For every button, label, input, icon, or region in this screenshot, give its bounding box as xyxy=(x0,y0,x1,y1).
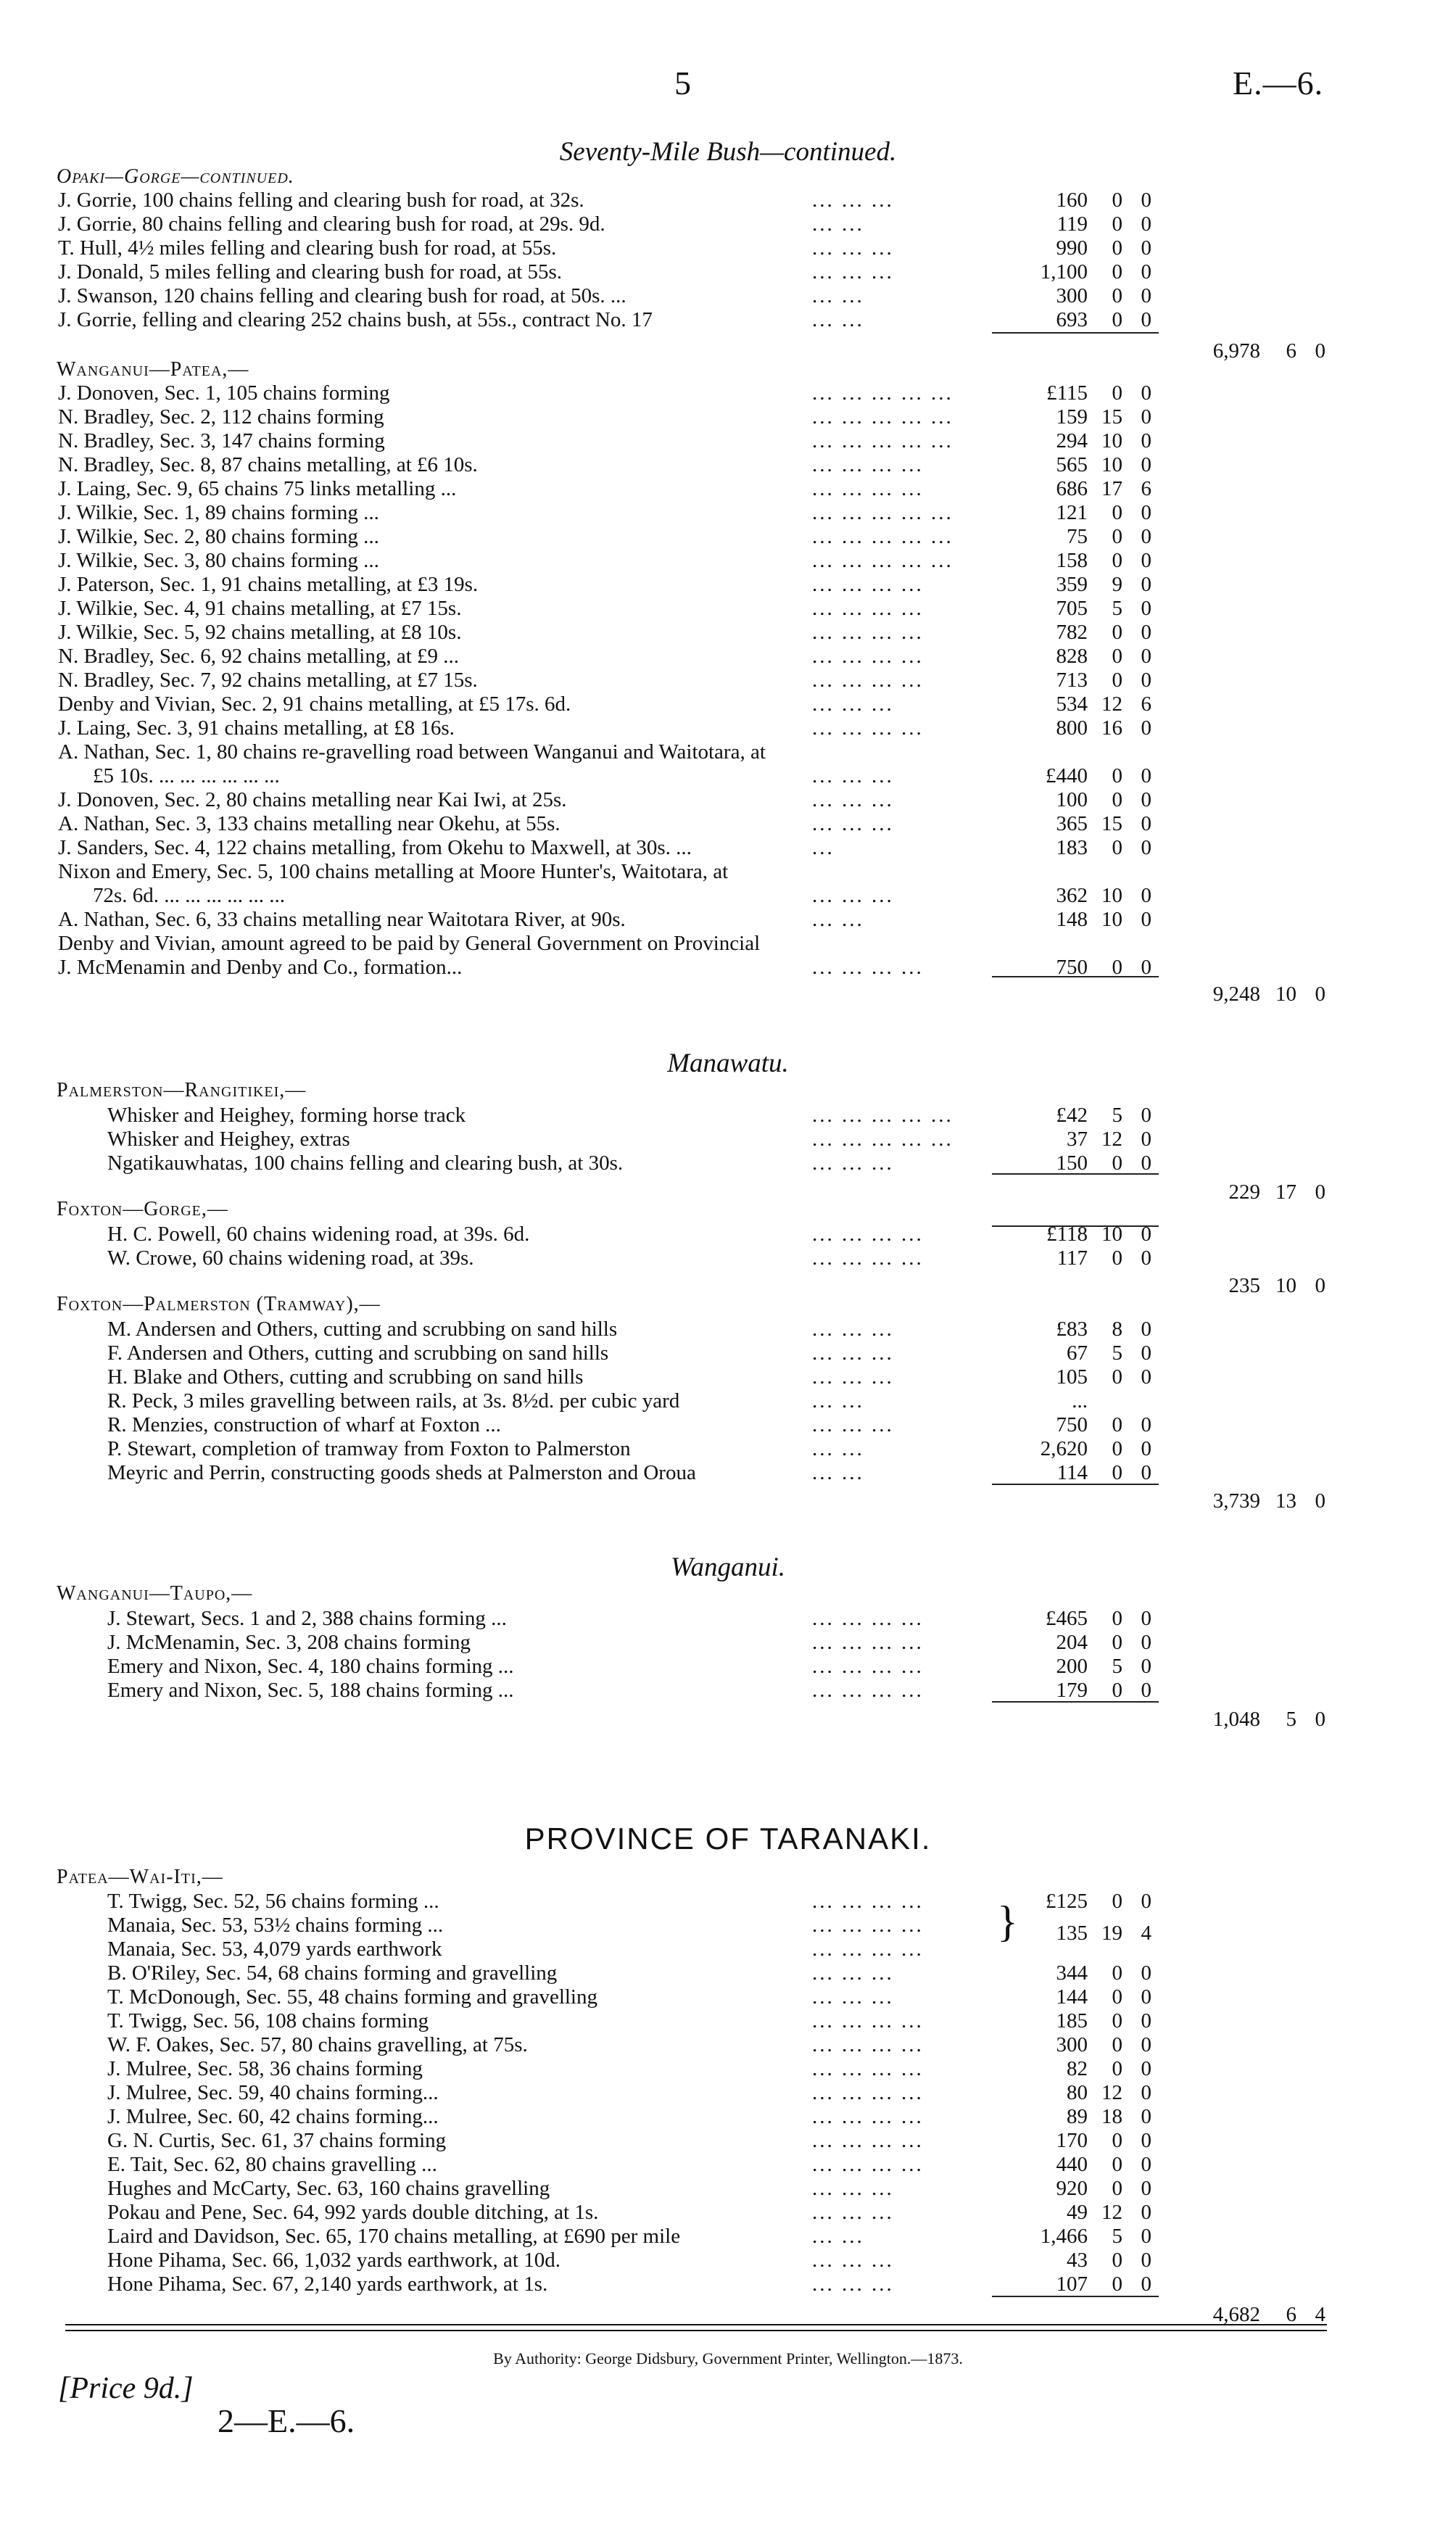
leader-dots: ... ... ... ... xyxy=(812,573,924,596)
entry-amount: 179 0 0 xyxy=(1056,1679,1151,1702)
subtotal-rule xyxy=(992,1484,1159,1485)
entry-amount: 43 0 0 xyxy=(1067,2249,1151,2272)
entry-description: J. Mulree, Sec. 60, 42 chains forming... xyxy=(107,2105,439,2128)
entry-amount: £118 10 0 xyxy=(1046,1223,1151,1246)
entry-description: J. McMenamin, Sec. 3, 208 chains forming xyxy=(107,1631,471,1654)
entry-description: J. Donoven, Sec. 2, 80 chains metalling near Kai Iwi, at 25s. xyxy=(58,788,567,811)
table-row xyxy=(0,1961,1456,1985)
entry-amount xyxy=(986,740,1151,764)
entry-amount: 920 0 0 xyxy=(1056,2177,1151,2200)
entry-description: R. Peck, 3 miles gravelling between rails, at 3s. 8½d. per cubic yard xyxy=(107,1389,680,1413)
entry-amount: 200 5 0 xyxy=(1056,1655,1151,1678)
entry-description: J. Wilkie, Sec. 3, 80 chains forming ... xyxy=(58,549,379,572)
table-row xyxy=(0,236,1456,260)
entry-description: J. Donoven, Sec. 1, 105 chains forming xyxy=(58,381,390,405)
entry-amount: £115 0 0 xyxy=(1046,381,1151,405)
table-row xyxy=(0,1413,1456,1437)
entry-amount: 185 0 0 xyxy=(1056,2009,1151,2032)
entry-amount: 300 0 0 xyxy=(1056,2033,1151,2056)
entry-amount: 183 0 0 xyxy=(1056,836,1151,859)
section-total: 1,048 5 0 xyxy=(1212,1708,1325,1731)
entry-amount: 67 5 0 xyxy=(1067,1341,1151,1365)
entry-description: A. Nathan, Sec. 1, 80 chains re-gravelling road between Wanganui and Waitotara, at xyxy=(58,740,766,764)
entry-amount: 365 15 0 xyxy=(1056,812,1151,835)
table-row xyxy=(0,1631,1456,1655)
table-row xyxy=(0,405,1456,429)
entry-description: T. McDonough, Sec. 55, 48 chains forming and gravelling xyxy=(107,1985,597,2009)
entry-description: B. O'Riley, Sec. 54, 68 chains forming and gravelling xyxy=(107,1961,558,1985)
printer-imprint: By Authority: George Didsbury, Government Printer, Wellington.—1873. xyxy=(493,2349,963,2367)
entry-description: Manaia, Sec. 53, 4,079 yards earthwork xyxy=(107,1938,442,1961)
entry-description: Denby and Vivian, amount agreed to be paid by General Government on Provincial xyxy=(58,932,761,955)
table-row xyxy=(0,1461,1456,1485)
entry-amount: 440 0 0 xyxy=(1056,2153,1151,2176)
table-row xyxy=(0,2225,1456,2249)
table-row xyxy=(0,645,1456,669)
leader-dots: ... ... ... xyxy=(812,692,894,716)
group-foxton-palmerston: Foxton—Palmerston (Tramway),— xyxy=(57,1293,381,1315)
leader-dots: ... ... ... ... ... xyxy=(812,525,954,548)
entry-amount: 2,620 0 0 xyxy=(1040,1437,1151,1460)
leader-dots: ... ... ... ... xyxy=(812,1890,924,1913)
entry-amount: 713 0 0 xyxy=(1056,669,1151,692)
leader-dots: ... ... ... xyxy=(812,2273,894,2296)
leader-dots: ... ... ... xyxy=(812,764,894,787)
entry-description: G. N. Curtis, Sec. 61, 37 chains forming xyxy=(107,2129,447,2152)
entry-description: T. Twigg, Sec. 56, 108 chains forming xyxy=(107,2009,429,2032)
leader-dots: ... ... ... xyxy=(812,1318,894,1341)
brace-symbol: } xyxy=(997,1898,1018,1945)
table-row xyxy=(0,1341,1456,1365)
table-row xyxy=(0,860,1456,884)
entry-description: £5 10s. ... ... ... ... ... ... xyxy=(93,764,280,787)
manaia-combined-amount: 135 19 4 xyxy=(1056,1922,1151,1945)
entry-amount: £42 5 0 xyxy=(1056,1104,1151,1127)
table-row xyxy=(0,2129,1456,2153)
entry-amount: 121 0 0 xyxy=(1056,501,1151,524)
entry-description: Denby and Vivian, Sec. 2, 91 chains metalling, at £5 17s. 6d. xyxy=(58,692,571,716)
entry-amount: 204 0 0 xyxy=(1056,1631,1151,1654)
entry-description: N. Bradley, Sec. 8, 87 chains metalling, at £6 10s. xyxy=(58,453,478,476)
table-row xyxy=(0,884,1456,908)
entry-amount: 362 10 0 xyxy=(1056,884,1151,907)
table-row xyxy=(0,2249,1456,2273)
table-row xyxy=(0,2009,1456,2033)
table-row xyxy=(0,573,1456,597)
entry-description: J. Donald, 5 miles felling and clearing bush for road, at 55s. xyxy=(58,260,563,284)
entry-description: R. Menzies, construction of wharf at Foxton ... xyxy=(107,1413,501,1436)
entry-amount: 107 0 0 xyxy=(1056,2273,1151,2296)
entry-description: J. Mulree, Sec. 58, 36 chains forming xyxy=(107,2057,423,2080)
entry-amount: 300 0 0 xyxy=(1056,284,1151,307)
table-row xyxy=(0,260,1456,284)
table-row xyxy=(0,212,1456,236)
leader-dots: ... ... ... ... xyxy=(812,716,924,740)
entry-amount: £440 0 0 xyxy=(1046,764,1151,787)
entry-amount: 159 15 0 xyxy=(1056,405,1151,429)
entry-amount: 117 0 0 xyxy=(1056,1246,1151,1270)
table-row xyxy=(0,2153,1456,2177)
entry-description: W. Crowe, 60 chains widening road, at 39s. xyxy=(107,1246,474,1270)
table-row xyxy=(0,1128,1456,1151)
document-code: E.—6. xyxy=(1233,65,1324,102)
leader-dots: ... ... ... ... ... xyxy=(812,549,954,572)
table-row xyxy=(0,2081,1456,2105)
entry-amount: 686 17 6 xyxy=(1056,477,1151,500)
leader-dots: ... ... ... ... xyxy=(812,2009,924,2032)
entry-amount: 565 10 0 xyxy=(1056,453,1151,476)
table-row xyxy=(0,597,1456,621)
section-heading-wanganui: Wanganui. xyxy=(671,1552,785,1582)
entry-amount: 80 12 0 xyxy=(1067,2081,1151,2104)
entry-amount: 89 18 0 xyxy=(1067,2105,1151,2128)
entry-description: N. Bradley, Sec. 6, 92 chains metalling, at £9 ... xyxy=(58,645,460,668)
table-row xyxy=(0,812,1456,836)
leader-dots: ... ... ... ... xyxy=(812,2033,924,2056)
table-row xyxy=(0,2033,1456,2057)
entry-description: J. Wilkie, Sec. 1, 89 chains forming ... xyxy=(58,501,379,524)
entry-description: J. Wilkie, Sec. 4, 91 chains metalling, at £7 15s. xyxy=(58,597,462,620)
leader-dots: ... ... ... ... xyxy=(812,2129,924,2152)
table-row xyxy=(0,477,1456,501)
table-row xyxy=(0,956,1456,980)
leader-dots: ... ... ... ... xyxy=(812,1655,924,1678)
entry-description: J. Gorrie, felling and clearing 252 chains bush, at 55s., contract No. 17 xyxy=(58,308,653,331)
leader-dots: ... ... xyxy=(812,284,864,307)
entry-description: H. Blake and Others, cutting and scrubbing on sand hills xyxy=(107,1365,584,1389)
entry-description: J. Sanders, Sec. 4, 122 chains metalling, from Okehu to Maxwell, at 30s. ... xyxy=(58,836,692,859)
entry-description: Laird and Davidson, Sec. 65, 170 chains metalling, at £690 per mile xyxy=(107,2225,681,2248)
leader-dots: ... ... ... ... xyxy=(812,1679,924,1702)
table-row xyxy=(0,1318,1456,1341)
leader-dots: ... ... ... ... xyxy=(812,1938,924,1961)
province-heading: PROVINCE OF TARANAKI. xyxy=(524,1821,932,1856)
page-number: 5 xyxy=(674,65,691,102)
entry-amount: 144 0 0 xyxy=(1056,1985,1151,2009)
entry-description: J. Mulree, Sec. 59, 40 chains forming... xyxy=(107,2081,439,2104)
footer-rule-2 xyxy=(65,2330,1327,2331)
table-row xyxy=(0,1655,1456,1679)
entry-description: Ngatikauwhatas, 100 chains felling and clearing bush, at 30s. xyxy=(107,1151,624,1175)
leader-dots: ... ... ... xyxy=(812,1413,894,1436)
leader-dots: ... ... xyxy=(812,212,864,236)
entry-amount: 49 12 0 xyxy=(1067,2201,1151,2224)
entry-amount: 150 0 0 xyxy=(1056,1151,1151,1175)
leader-dots: ... ... ... ... xyxy=(812,2153,924,2176)
leader-dots: ... ... ... xyxy=(812,2177,894,2200)
table-row xyxy=(0,1365,1456,1389)
entry-description: Hone Pihama, Sec. 67, 2,140 yards earthwork, at 1s. xyxy=(107,2273,548,2296)
leader-dots: ... ... ... xyxy=(812,2201,894,2224)
entry-amount: 750 0 0 xyxy=(1056,1413,1151,1436)
leader-dots: ... ... ... xyxy=(812,1961,894,1985)
price-label: [Price 9d.] xyxy=(58,2372,194,2405)
table-row xyxy=(0,1679,1456,1703)
leader-dots: ... ... ... xyxy=(812,884,894,907)
leader-dots: ... ... ... ... xyxy=(812,2081,924,2104)
table-row xyxy=(0,764,1456,788)
leader-dots: ... ... xyxy=(812,908,864,931)
table-row xyxy=(0,1607,1456,1631)
entry-description: J. Laing, Sec. 3, 91 chains metalling, at £8 16s. xyxy=(58,716,455,740)
leader-dots: ... ... ... ... ... xyxy=(812,429,954,452)
entry-amount: 37 12 0 xyxy=(1067,1128,1151,1151)
leader-dots: ... ... xyxy=(812,1437,864,1460)
group-opaki: Opaki—Gorge—continued. xyxy=(57,165,294,188)
section-total: 9,248 10 0 xyxy=(1212,983,1325,1006)
entry-amount: 1,100 0 0 xyxy=(1040,260,1151,284)
table-row xyxy=(0,1389,1456,1413)
leader-dots: ... ... ... ... xyxy=(812,1246,924,1270)
entry-amount: 828 0 0 xyxy=(1056,645,1151,668)
entry-description: J. Stewart, Secs. 1 and 2, 388 chains forming ... xyxy=(107,1607,507,1630)
subtotal-rule xyxy=(992,2296,1159,2297)
entry-description: J. Gorrie, 100 chains felling and clearing bush for road, at 32s. xyxy=(58,189,584,212)
table-row xyxy=(0,2273,1456,2296)
entry-description: J. Swanson, 120 chains felling and clearing bush for road, at 50s. ... xyxy=(58,284,626,307)
entry-amount: 534 12 6 xyxy=(1056,692,1151,716)
group-wanganui-patea: Wanganui—Patea,— xyxy=(57,358,249,381)
entry-description: Whisker and Heighey, forming horse track xyxy=(107,1104,466,1127)
entry-description: Pokau and Pene, Sec. 64, 992 yards double ditching, at 1s. xyxy=(107,2201,599,2224)
entry-description: T. Hull, 4½ miles felling and clearing bush for road, at 55s. xyxy=(58,236,557,260)
leader-dots: ... ... ... ... ... xyxy=(812,405,954,429)
entry-description: 72s. 6d. ... ... ... ... ... ... xyxy=(93,884,286,907)
entry-description: J. Wilkie, Sec. 5, 92 chains metalling, at £8 10s. xyxy=(58,621,462,644)
leader-dots: ... ... ... ... xyxy=(812,956,924,979)
table-row xyxy=(0,189,1456,212)
table-row xyxy=(0,1985,1456,2009)
leader-dots: ... xyxy=(812,836,835,859)
table-row xyxy=(0,2201,1456,2225)
entry-amount: 148 10 0 xyxy=(1056,908,1151,931)
leader-dots: ... ... ... ... xyxy=(812,1607,924,1630)
entry-description: N. Bradley, Sec. 7, 92 chains metalling, at £7 15s. xyxy=(58,669,478,692)
entry-description: F. Andersen and Others, cutting and scrubbing on sand hills xyxy=(107,1341,609,1365)
entry-amount: £125 0 0 xyxy=(1046,1890,1151,1913)
leader-dots: ... ... ... ... xyxy=(812,2057,924,2080)
entry-description: Hughes and McCarty, Sec. 63, 160 chains gravelling xyxy=(107,2177,550,2200)
table-row xyxy=(0,908,1456,932)
section-total: 235 10 0 xyxy=(1228,1274,1325,1297)
section-total: 229 17 0 xyxy=(1228,1180,1325,1204)
entry-amount: 344 0 0 xyxy=(1056,1961,1151,1985)
table-row xyxy=(0,1104,1456,1128)
leader-dots: ... ... ... xyxy=(812,812,894,835)
group-foxton-gorge: Foxton—Gorge,— xyxy=(57,1198,228,1220)
entry-amount: £83 8 0 xyxy=(1056,1318,1151,1341)
table-row xyxy=(0,549,1456,573)
entry-description: Emery and Nixon, Sec. 5, 188 chains forming ... xyxy=(107,1679,514,1702)
leader-dots: ... ... ... ... xyxy=(812,597,924,620)
table-row xyxy=(0,836,1456,860)
entry-amount: 990 0 0 xyxy=(1056,236,1151,260)
subtotal-rule xyxy=(992,1701,1159,1703)
section-total: 3,739 13 0 xyxy=(1212,1489,1325,1513)
section-total: 6,978 6 0 xyxy=(1212,339,1325,363)
table-row xyxy=(0,1151,1456,1175)
table-row xyxy=(0,788,1456,812)
entry-amount: 160 0 0 xyxy=(1056,189,1151,212)
entry-description: J. Gorrie, 80 chains felling and clearing bush for road, at 29s. 9d. xyxy=(58,212,605,236)
entry-description: Emery and Nixon, Sec. 4, 180 chains forming ... xyxy=(107,1655,514,1678)
entry-amount: 705 5 0 xyxy=(1056,597,1151,620)
leader-dots: ... ... ... ... xyxy=(812,1223,924,1246)
entry-description: H. C. Powell, 60 chains widening road, at 39s. 6d. xyxy=(107,1223,530,1246)
table-row xyxy=(0,2057,1456,2081)
entry-description: Meyric and Perrin, constructing goods sheds at Palmerston and Oroua xyxy=(107,1461,696,1484)
entry-description: A. Nathan, Sec. 6, 33 chains metalling near Waitotara River, at 90s. xyxy=(58,908,626,931)
subtotal-rule xyxy=(992,976,1159,977)
leader-dots: ... ... xyxy=(812,1389,864,1413)
table-row xyxy=(0,1246,1456,1270)
entry-description: A. Nathan, Sec. 3, 133 chains metalling near Okehu, at 55s. xyxy=(58,812,561,835)
table-row xyxy=(0,1223,1456,1246)
entry-amount: 693 0 0 xyxy=(1056,308,1151,331)
entry-amount xyxy=(986,932,1151,956)
entry-amount: 170 0 0 xyxy=(1056,2129,1151,2152)
section-heading-manawatu: Manawatu. xyxy=(667,1049,789,1078)
entry-description: W. F. Oakes, Sec. 57, 80 chains gravelling, at 75s. xyxy=(107,2033,528,2056)
table-row xyxy=(0,2105,1456,2129)
group-palmerston: Palmerston—Rangitikei,— xyxy=(57,1079,307,1101)
entry-amount: 1,466 5 0 xyxy=(1040,2225,1151,2248)
leader-dots: ... ... ... ... ... xyxy=(812,501,954,524)
leader-dots: ... ... ... xyxy=(812,260,894,284)
entry-description: N. Bradley, Sec. 2, 112 chains forming xyxy=(58,405,384,429)
table-row xyxy=(0,429,1456,453)
leader-dots: ... ... ... ... xyxy=(812,453,924,476)
leader-dots: ... ... ... ... ... xyxy=(812,1104,954,1127)
leader-dots: ... ... ... ... xyxy=(812,477,924,500)
subtotal-rule xyxy=(992,332,1159,334)
leader-dots: ... ... ... xyxy=(812,1151,894,1175)
table-row xyxy=(0,669,1456,692)
group-patea-waiiti: Patea—Wai-Iti,— xyxy=(57,1866,223,1888)
table-row xyxy=(0,932,1456,956)
leader-dots: ... ... ... ... xyxy=(812,621,924,644)
entry-amount: 82 0 0 xyxy=(1067,2057,1151,2080)
table-row xyxy=(0,716,1456,740)
entry-amount: 359 9 0 xyxy=(1056,573,1151,596)
group-wanganui-taupo: Wanganui—Taupo,— xyxy=(57,1582,253,1605)
entry-amount: 75 0 0 xyxy=(1067,525,1151,548)
table-row xyxy=(0,621,1456,645)
leader-dots: ... ... ... ... xyxy=(812,1914,924,1937)
entry-description: P. Stewart, completion of tramway from Foxton to Palmerston xyxy=(107,1437,631,1460)
table-row xyxy=(0,1890,1456,1914)
table-row xyxy=(0,501,1456,525)
table-row xyxy=(0,381,1456,405)
leader-dots: ... ... xyxy=(812,1461,864,1484)
entry-amount: 105 0 0 xyxy=(1056,1365,1151,1389)
entry-description: J. Paterson, Sec. 1, 91 chains metalling, at £3 19s. xyxy=(58,573,479,596)
leader-dots: ... ... ... xyxy=(812,1341,894,1365)
leader-dots: ... ... ... xyxy=(812,236,894,260)
entry-amount: 750 0 0 xyxy=(1056,956,1151,979)
entry-description: Manaia, Sec. 53, 53½ chains forming ... xyxy=(107,1914,444,1937)
footer-rule-1 xyxy=(65,2324,1327,2325)
entry-description: Whisker and Heighey, extras xyxy=(107,1128,350,1151)
leader-dots: ... ... ... ... ... xyxy=(812,1128,954,1151)
entry-amount: 294 10 0 xyxy=(1056,429,1151,452)
leader-dots: ... ... ... ... xyxy=(812,2105,924,2128)
entry-description: Hone Pihama, Sec. 66, 1,032 yards earthwork, at 10d. xyxy=(107,2249,561,2272)
section-heading-seventy-mile: Seventy-Mile Bush—continued. xyxy=(559,137,897,167)
entry-description: J. Wilkie, Sec. 2, 80 chains forming ... xyxy=(58,525,379,548)
table-row xyxy=(0,525,1456,549)
entry-description: N. Bradley, Sec. 3, 147 chains forming xyxy=(58,429,385,452)
table-row xyxy=(0,2177,1456,2201)
entry-amount: 782 0 0 xyxy=(1056,621,1151,644)
entry-description: J. McMenamin and Denby and Co., formation... xyxy=(58,956,463,979)
leader-dots: ... ... ... xyxy=(812,788,894,811)
entry-amount: 158 0 0 xyxy=(1056,549,1151,572)
entry-description: Nixon and Emery, Sec. 5, 100 chains metalling at Moore Hunter's, Waitotara, at xyxy=(58,860,729,883)
entry-description: M. Andersen and Others, cutting and scrubbing on sand hills xyxy=(107,1318,618,1341)
entry-description: E. Tait, Sec. 62, 80 chains gravelling ... xyxy=(107,2153,437,2176)
leader-dots: ... ... ... ... xyxy=(812,645,924,668)
section-total: 4,682 6 4 xyxy=(1212,2303,1325,2326)
leader-dots: ... ... ... xyxy=(812,1985,894,2009)
subtotal-rule xyxy=(992,1225,1159,1227)
table-row xyxy=(0,1437,1456,1461)
leader-dots: ... ... ... ... xyxy=(812,1631,924,1654)
subtotal-rule xyxy=(992,1173,1159,1175)
entry-description: J. Laing, Sec. 9, 65 chains 75 links metalling ... xyxy=(58,477,457,500)
table-row xyxy=(0,284,1456,308)
entry-amount: 800 16 0 xyxy=(1056,716,1151,740)
leader-dots: ... ... xyxy=(812,308,864,331)
leader-dots: ... ... xyxy=(812,2225,864,2248)
entry-amount: £465 0 0 xyxy=(1046,1607,1151,1630)
signature-mark: 2—E.—6. xyxy=(218,2402,355,2439)
leader-dots: ... ... ... ... xyxy=(812,669,924,692)
entry-amount: 100 0 0 xyxy=(1056,788,1151,811)
entry-amount: 114 0 0 xyxy=(1056,1461,1151,1484)
leader-dots: ... ... ... xyxy=(812,189,894,212)
table-row xyxy=(0,308,1456,332)
leader-dots: ... ... ... xyxy=(812,2249,894,2272)
table-row xyxy=(0,453,1456,477)
leader-dots: ... ... ... xyxy=(812,1365,894,1389)
entry-amount: 119 0 0 xyxy=(1056,212,1151,236)
table-row xyxy=(0,692,1456,716)
entry-amount xyxy=(986,860,1151,884)
entry-description: T. Twigg, Sec. 52, 56 chains forming ... xyxy=(107,1890,439,1913)
table-row xyxy=(0,740,1456,764)
leader-dots: ... ... ... ... ... xyxy=(812,381,954,405)
entry-amount: ... xyxy=(1072,1389,1088,1413)
